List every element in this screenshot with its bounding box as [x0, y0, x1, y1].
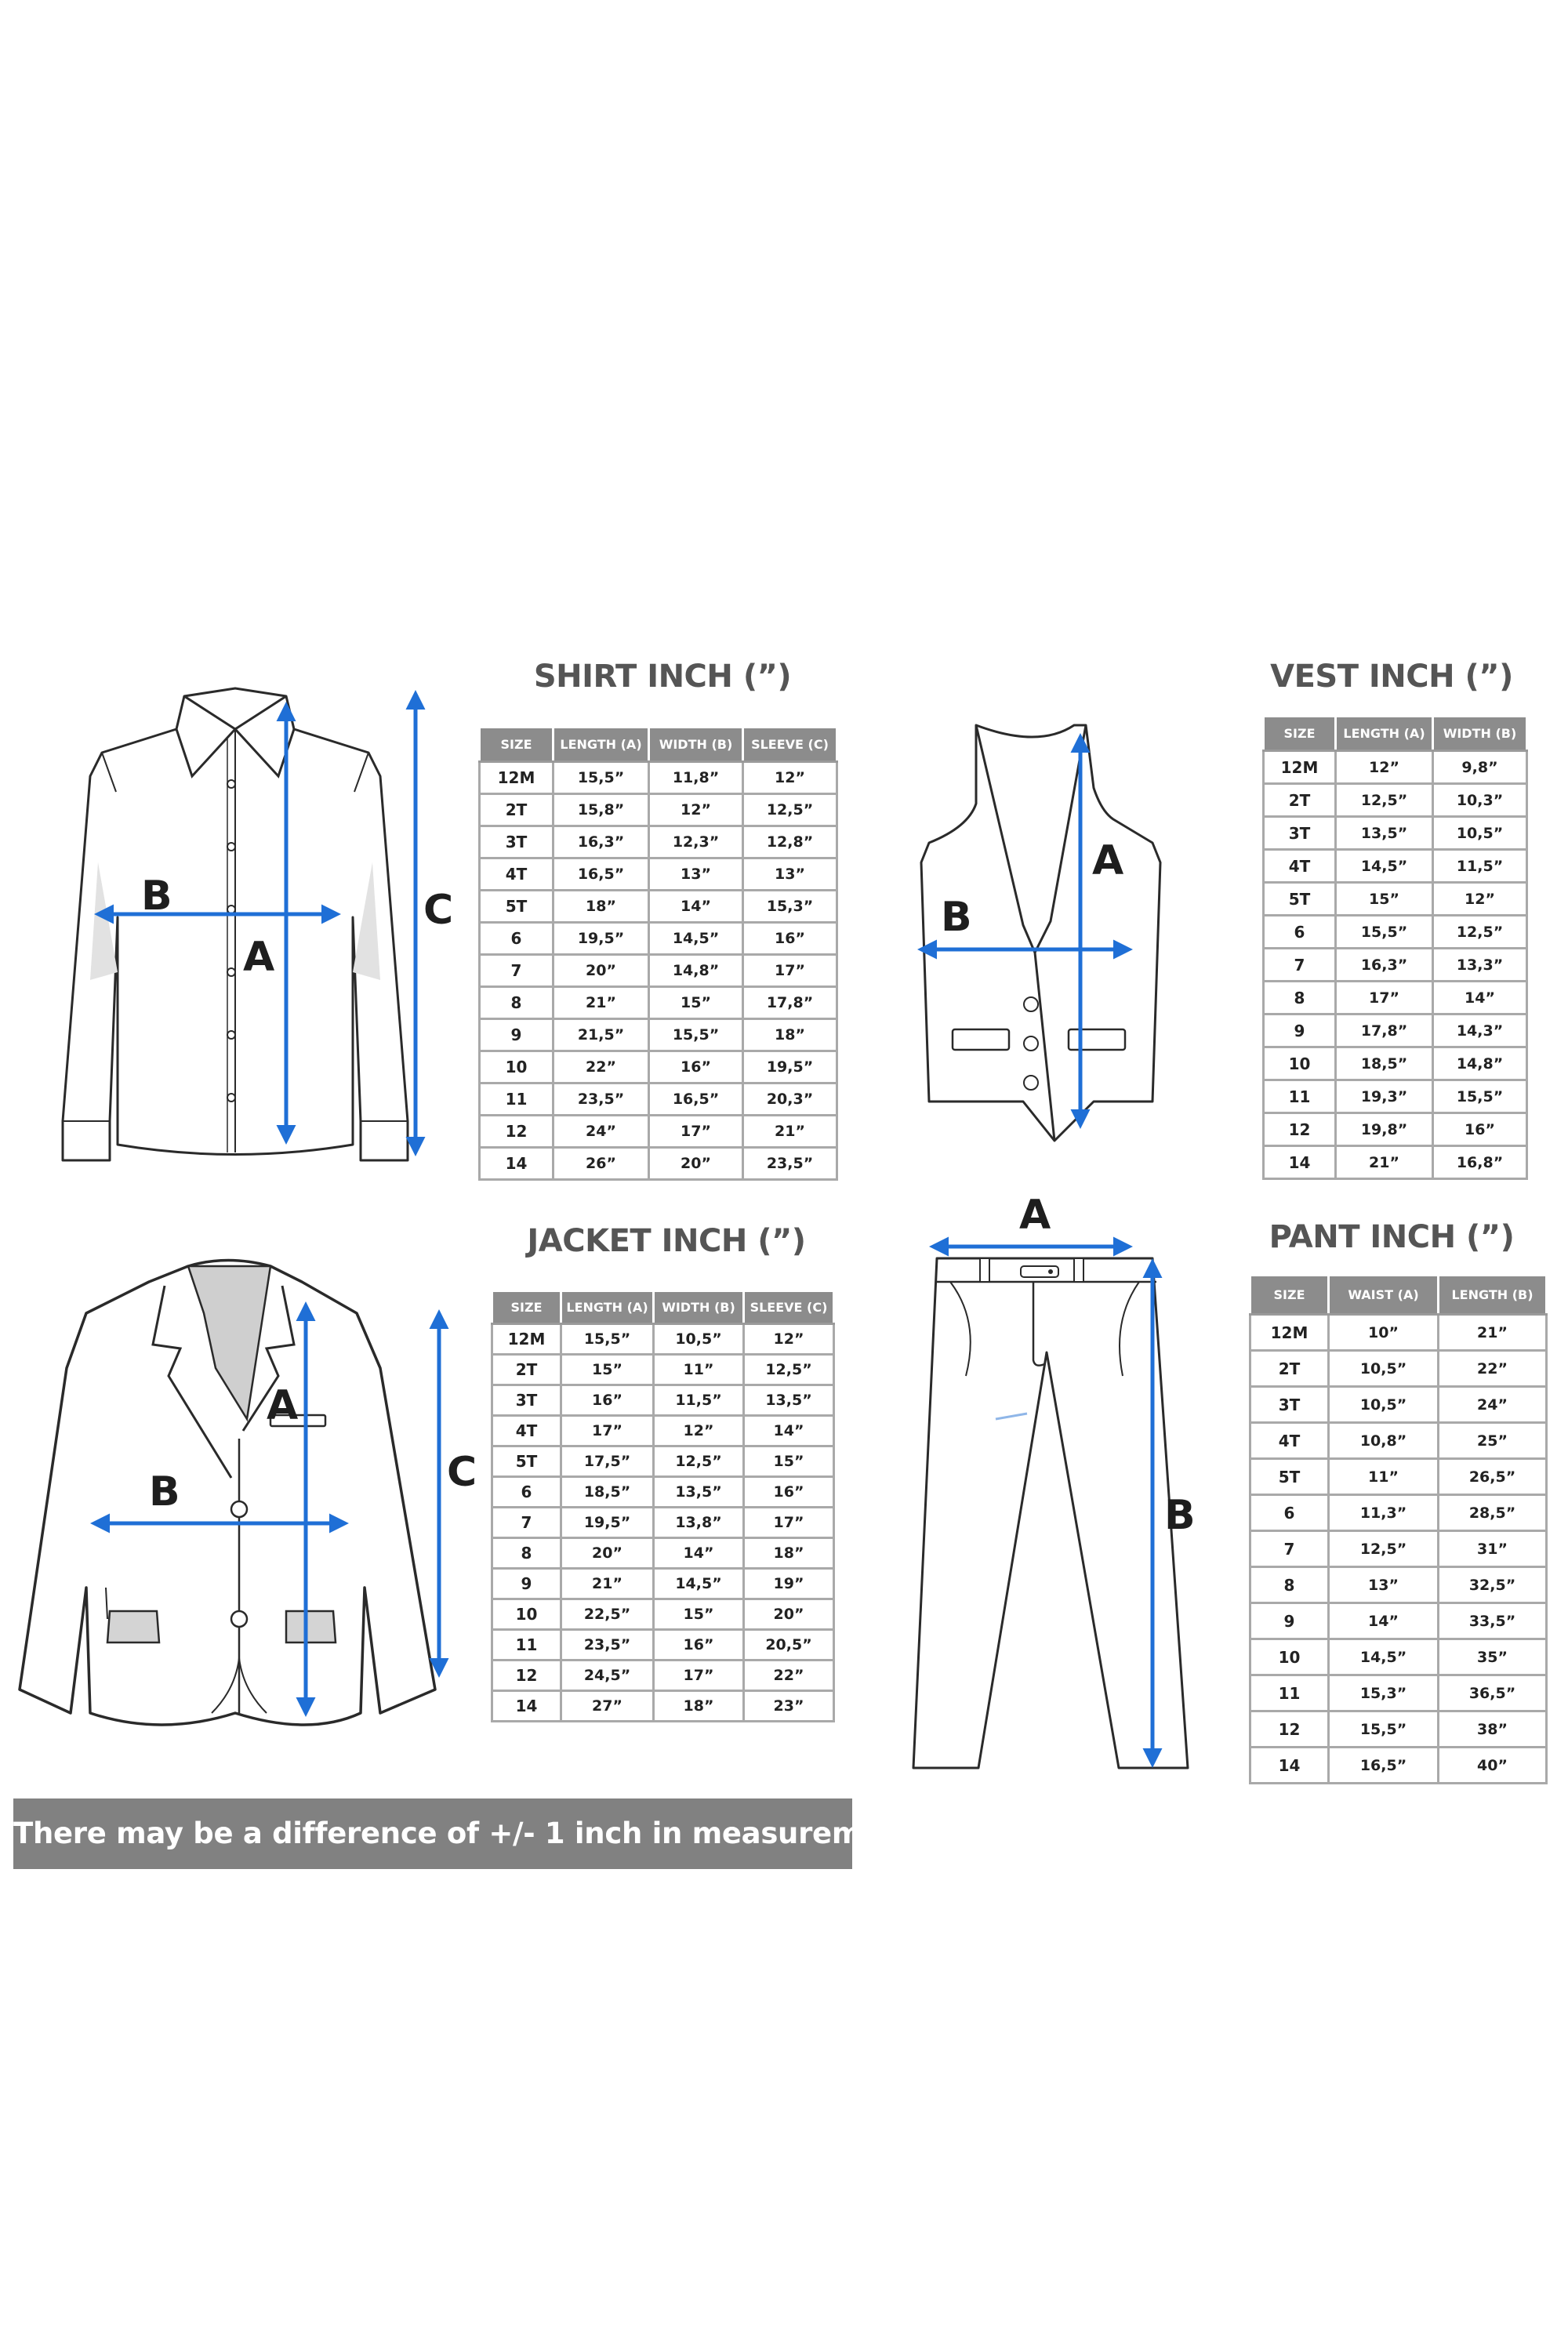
table-row — [1264, 1113, 1527, 1146]
measurement-cell: 35” — [1439, 1639, 1547, 1675]
measurement-cell: 27” — [561, 1691, 654, 1722]
table-row — [1250, 1748, 1547, 1784]
table-row — [480, 858, 837, 891]
size-cell: 9 — [480, 1019, 554, 1051]
measurement-cell: 10,5” — [654, 1324, 744, 1355]
measurement-cell: 10,5” — [1329, 1351, 1439, 1387]
table-row — [480, 1019, 837, 1051]
measurement-cell: 16” — [744, 1477, 834, 1508]
measurement-cell: 13,5” — [1336, 817, 1433, 850]
measurement-cell: 21” — [554, 987, 649, 1019]
measurement-cell: 15” — [649, 987, 743, 1019]
measurement-cell: 10” — [1329, 1315, 1439, 1351]
size-cell: 7 — [1264, 949, 1336, 982]
measurement-cell: 15” — [1336, 883, 1433, 916]
table-row — [1264, 817, 1527, 850]
table-row — [492, 1508, 834, 1538]
measurement-cell: 24,5” — [561, 1661, 654, 1691]
measurement-cell: 20” — [744, 1599, 834, 1630]
table-row — [1250, 1711, 1547, 1748]
measurement-cell: 18” — [743, 1019, 837, 1051]
size-cell: 3T — [1250, 1387, 1329, 1423]
measurement-cell: 26,5” — [1439, 1459, 1547, 1495]
size-cell: 3T — [1264, 817, 1336, 850]
measurement-cell: 20” — [561, 1538, 654, 1569]
measurement-cell: 18” — [744, 1538, 834, 1569]
size-cell: 8 — [1250, 1567, 1329, 1603]
measurement-cell: 21,5” — [554, 1019, 649, 1051]
table-row — [1264, 1014, 1527, 1047]
shirt-header-sleeve: SLEEVE (C) — [743, 728, 837, 762]
size-cell: 10 — [492, 1599, 561, 1630]
size-cell: 11 — [1264, 1080, 1336, 1113]
size-cell: 4T — [480, 858, 554, 891]
measurement-cell: 12” — [1433, 883, 1527, 916]
size-cell: 7 — [1250, 1531, 1329, 1567]
size-cell: 4T — [1250, 1423, 1329, 1459]
table-row — [1264, 883, 1527, 916]
table-row — [1250, 1351, 1547, 1387]
measurement-cell: 15” — [561, 1355, 654, 1385]
measurement-cell: 19,5” — [743, 1051, 837, 1083]
size-cell: 9 — [492, 1569, 561, 1599]
table-row — [480, 826, 837, 858]
table-row — [1264, 982, 1527, 1014]
measurement-cell: 25” — [1439, 1423, 1547, 1459]
size-cell: 6 — [480, 923, 554, 955]
jacket-illustration — [12, 1250, 498, 1744]
size-cell: 8 — [492, 1538, 561, 1569]
pant-illustration — [917, 1192, 1196, 1788]
measurement-cell: 13,8” — [654, 1508, 744, 1538]
size-cell: 12 — [1264, 1113, 1336, 1146]
measurement-cell: 23” — [744, 1691, 834, 1722]
measurement-cell: 16,5” — [1329, 1748, 1439, 1784]
table-row — [1250, 1567, 1547, 1603]
size-cell: 10 — [1264, 1047, 1336, 1080]
jacket-header-width: WIDTH (B) — [654, 1291, 744, 1324]
measurement-cell: 26” — [554, 1148, 649, 1180]
size-cell: 12 — [480, 1116, 554, 1148]
measurement-cell: 21” — [561, 1569, 654, 1599]
shirt-size-title: SHIRT INCH (”) — [533, 659, 792, 695]
measurement-cell: 19” — [744, 1569, 834, 1599]
size-cell: 14 — [1250, 1748, 1329, 1784]
measurement-cell: 11,8” — [649, 762, 743, 794]
table-row — [492, 1630, 834, 1661]
shirt-size-table — [478, 726, 838, 1181]
table-row — [1264, 916, 1527, 949]
measurement-cell: 19,8” — [1336, 1113, 1433, 1146]
size-cell: 3T — [480, 826, 554, 858]
size-cell: 14 — [1264, 1146, 1336, 1179]
measurement-cell: 17” — [561, 1416, 654, 1446]
size-cell: 11 — [480, 1083, 554, 1116]
jacket-label-b: B — [149, 1468, 180, 1515]
table-row — [492, 1416, 834, 1446]
measurement-cell: 14,5” — [649, 923, 743, 955]
size-cell: 11 — [492, 1630, 561, 1661]
table-row — [480, 891, 837, 923]
measurement-cell: 15,5” — [1329, 1711, 1439, 1748]
table-row — [492, 1446, 834, 1477]
measurement-cell: 11” — [1329, 1459, 1439, 1495]
measurement-cell: 32,5” — [1439, 1567, 1547, 1603]
measurement-cell: 9,8” — [1433, 751, 1527, 784]
measurement-cell: 16” — [649, 1051, 743, 1083]
measurement-cell: 14” — [649, 891, 743, 923]
size-cell: 6 — [1264, 916, 1336, 949]
measurement-cell: 12,8” — [743, 826, 837, 858]
pant-size-title: PANT INCH (”) — [1269, 1219, 1515, 1255]
measurement-cell: 14,5” — [1329, 1639, 1439, 1675]
vest-size-table — [1262, 715, 1528, 1180]
measurement-cell: 21” — [1439, 1315, 1547, 1351]
table-row — [492, 1324, 834, 1355]
measurement-cell: 14,3” — [1433, 1014, 1527, 1047]
measurement-cell: 15,5” — [649, 1019, 743, 1051]
table-row — [492, 1661, 834, 1691]
measurement-cell: 15,5” — [561, 1324, 654, 1355]
measurement-cell: 22,5” — [561, 1599, 654, 1630]
measurement-cell: 38” — [1439, 1711, 1547, 1748]
measurement-cell: 13,3” — [1433, 949, 1527, 982]
size-cell: 2T — [1264, 784, 1336, 817]
table-row — [480, 955, 837, 987]
measurement-cell: 17” — [649, 1116, 743, 1148]
table-row — [492, 1569, 834, 1599]
measurement-cell: 33,5” — [1439, 1603, 1547, 1639]
measurement-cell: 24” — [1439, 1387, 1547, 1423]
table-row — [492, 1538, 834, 1569]
measurement-cell: 13” — [1329, 1567, 1439, 1603]
measurement-cell: 14,5” — [1336, 850, 1433, 883]
measurement-cell: 12” — [1336, 751, 1433, 784]
table-row — [492, 1477, 834, 1508]
measurement-cell: 17” — [743, 955, 837, 987]
measurement-cell: 12,5” — [1336, 784, 1433, 817]
measurement-cell: 12,5” — [1329, 1531, 1439, 1567]
size-cell: 9 — [1250, 1603, 1329, 1639]
measurement-cell: 11,5” — [1433, 850, 1527, 883]
measurement-cell: 21” — [1336, 1146, 1433, 1179]
table-row — [1250, 1675, 1547, 1711]
measurement-cell: 13,5” — [744, 1385, 834, 1416]
table-row — [1250, 1315, 1547, 1351]
table-row — [480, 987, 837, 1019]
measurement-cell: 23,5” — [743, 1148, 837, 1180]
measurement-cell: 17,8” — [743, 987, 837, 1019]
measurement-cell: 20” — [649, 1148, 743, 1180]
shirt-header-size: SIZE — [480, 728, 554, 762]
measurement-cell: 36,5” — [1439, 1675, 1547, 1711]
vest-header-size: SIZE — [1264, 717, 1336, 751]
size-cell: 2T — [492, 1355, 561, 1385]
measurement-cell: 15,5” — [1433, 1080, 1527, 1113]
size-cell: 14 — [492, 1691, 561, 1722]
measurement-cell: 16” — [561, 1385, 654, 1416]
measurement-cell: 18” — [654, 1691, 744, 1722]
size-cell: 9 — [1264, 1014, 1336, 1047]
measurement-cell: 10,5” — [1433, 817, 1527, 850]
measurement-cell: 16,5” — [649, 1083, 743, 1116]
jacket-header-sleeve: SLEEVE (C) — [744, 1291, 834, 1324]
measurement-cell: 12,5” — [743, 794, 837, 826]
size-cell: 4T — [492, 1416, 561, 1446]
table-row — [1264, 751, 1527, 784]
shirt-label-a: A — [243, 934, 275, 981]
size-cell: 5T — [1264, 883, 1336, 916]
measurement-cell: 12,5” — [654, 1446, 744, 1477]
table-row — [1264, 1146, 1527, 1179]
size-cell: 2T — [480, 794, 554, 826]
size-cell: 5T — [480, 891, 554, 923]
measurement-cell: 20” — [554, 955, 649, 987]
table-row — [480, 1148, 837, 1180]
size-cell: 8 — [1264, 982, 1336, 1014]
jacket-header-length: LENGTH (A) — [561, 1291, 654, 1324]
measurement-cell: 19,3” — [1336, 1080, 1433, 1113]
measurement-cell: 16” — [1433, 1113, 1527, 1146]
size-cell: 12M — [1250, 1315, 1329, 1351]
measurement-cell: 18” — [554, 891, 649, 923]
measurement-cell: 17” — [654, 1661, 744, 1691]
measurement-cell: 19,5” — [561, 1508, 654, 1538]
measurement-cell: 14,8” — [649, 955, 743, 987]
jacket-label-c: C — [447, 1449, 477, 1496]
shirt-label-b: B — [141, 873, 172, 920]
table-row — [1250, 1495, 1547, 1531]
measurement-cell: 23,5” — [561, 1630, 654, 1661]
shirt-header-length: LENGTH (A) — [554, 728, 649, 762]
measurement-cell: 15,5” — [554, 762, 649, 794]
size-cell: 5T — [1250, 1459, 1329, 1495]
measurement-cell: 14,8” — [1433, 1047, 1527, 1080]
table-row — [492, 1355, 834, 1385]
measurement-cell: 23,5” — [554, 1083, 649, 1116]
measurement-cell: 15” — [744, 1446, 834, 1477]
jacket-size-table — [491, 1290, 835, 1722]
pant-header-size: SIZE — [1250, 1276, 1329, 1315]
measurement-cell: 16,5” — [554, 858, 649, 891]
table-row — [1264, 784, 1527, 817]
vest-size-title: VEST INCH (”) — [1270, 659, 1513, 695]
size-cell: 10 — [480, 1051, 554, 1083]
table-row — [492, 1599, 834, 1630]
size-cell: 10 — [1250, 1639, 1329, 1675]
measurement-cell: 12,5” — [744, 1355, 834, 1385]
size-cell: 12 — [492, 1661, 561, 1691]
measurement-cell: 12” — [743, 762, 837, 794]
measurement-cell: 24” — [554, 1116, 649, 1148]
measurement-cell: 19,5” — [554, 923, 649, 955]
measurement-cell: 12,5” — [1433, 916, 1527, 949]
measurement-cell: 17” — [1336, 982, 1433, 1014]
table-row — [1250, 1423, 1547, 1459]
measurement-cell: 16,3” — [1336, 949, 1433, 982]
shirt-label-c: C — [423, 887, 454, 934]
shirt-illustration — [24, 682, 454, 1168]
measurement-cell: 22” — [1439, 1351, 1547, 1387]
measurement-cell: 15,3” — [1329, 1675, 1439, 1711]
table-row — [1264, 850, 1527, 883]
table-row — [1264, 949, 1527, 982]
measurement-cell: 18,5” — [1336, 1047, 1433, 1080]
table-row — [480, 762, 837, 794]
size-cell: 11 — [1250, 1675, 1329, 1711]
size-cell: 7 — [480, 955, 554, 987]
measurement-cell: 13,5” — [654, 1477, 744, 1508]
vest-header-length: LENGTH (A) — [1336, 717, 1433, 751]
measurement-cell: 14” — [1433, 982, 1527, 1014]
table-row — [1250, 1639, 1547, 1675]
size-cell: 5T — [492, 1446, 561, 1477]
measurement-cell: 16” — [743, 923, 837, 955]
measurement-cell: 10,3” — [1433, 784, 1527, 817]
measurement-cell: 17,5” — [561, 1446, 654, 1477]
table-row — [480, 1116, 837, 1148]
table-row — [480, 923, 837, 955]
measurement-cell: 12” — [649, 794, 743, 826]
table-row — [1250, 1459, 1547, 1495]
size-cell: 7 — [492, 1508, 561, 1538]
table-row — [480, 794, 837, 826]
size-cell: 6 — [492, 1477, 561, 1508]
pant-label-a: A — [1019, 1192, 1051, 1239]
measurement-cell: 11,3” — [1329, 1495, 1439, 1531]
pant-label-b: B — [1164, 1492, 1196, 1539]
measurement-cell: 14” — [1329, 1603, 1439, 1639]
vest-label-a: A — [1092, 837, 1124, 884]
size-cell: 4T — [1264, 850, 1336, 883]
measurement-cell: 15,5” — [1336, 916, 1433, 949]
size-cell: 12M — [492, 1324, 561, 1355]
measurement-cell: 13” — [649, 858, 743, 891]
size-cell: 14 — [480, 1148, 554, 1180]
measurement-cell: 13” — [743, 858, 837, 891]
measurement-cell: 17,8” — [1336, 1014, 1433, 1047]
measurement-cell: 10,8” — [1329, 1423, 1439, 1459]
jacket-size-title: JACKET INCH (”) — [527, 1223, 806, 1259]
size-cell: 6 — [1250, 1495, 1329, 1531]
measurement-cell: 12” — [654, 1416, 744, 1446]
measurement-cell: 15,3” — [743, 891, 837, 923]
measurement-cell: 16,8” — [1433, 1146, 1527, 1179]
table-row — [1264, 1080, 1527, 1113]
measurement-cell: 16” — [654, 1630, 744, 1661]
pant-size-table — [1249, 1274, 1548, 1784]
measurement-cell: 14” — [654, 1538, 744, 1569]
size-cell: 12M — [480, 762, 554, 794]
measurement-cell: 22” — [554, 1051, 649, 1083]
measurement-cell: 12” — [744, 1324, 834, 1355]
measurement-cell: 15” — [654, 1599, 744, 1630]
measurement-cell: 16,3” — [554, 826, 649, 858]
measurement-cell: 17” — [744, 1508, 834, 1538]
size-cell: 2T — [1250, 1351, 1329, 1387]
measurement-cell: 18,5” — [561, 1477, 654, 1508]
measurement-cell: 10,5” — [1329, 1387, 1439, 1423]
jacket-header-size: SIZE — [492, 1291, 561, 1324]
pant-header-length: LENGTH (B) — [1439, 1276, 1547, 1315]
measurement-cell: 11” — [654, 1355, 744, 1385]
size-cell: 8 — [480, 987, 554, 1019]
table-row — [1264, 1047, 1527, 1080]
size-cell: 3T — [492, 1385, 561, 1416]
size-cell: 12M — [1264, 751, 1336, 784]
jacket-label-a: A — [267, 1382, 299, 1429]
table-row — [1250, 1387, 1547, 1423]
measurement-cell: 22” — [744, 1661, 834, 1691]
measurement-cell: 21” — [743, 1116, 837, 1148]
table-row — [1250, 1531, 1547, 1567]
table-row — [480, 1083, 837, 1116]
measurement-cell: 20,5” — [744, 1630, 834, 1661]
measurement-disclaimer: There may be a difference of +/- 1 inch in measurements — [13, 1798, 852, 1869]
size-cell: 12 — [1250, 1711, 1329, 1748]
shirt-header-width: WIDTH (B) — [649, 728, 743, 762]
measurement-cell: 28,5” — [1439, 1495, 1547, 1531]
vest-header-width: WIDTH (B) — [1433, 717, 1527, 751]
measurement-cell: 11,5” — [654, 1385, 744, 1416]
table-row — [480, 1051, 837, 1083]
table-row — [492, 1691, 834, 1722]
table-row — [1250, 1603, 1547, 1639]
vest-illustration — [898, 717, 1180, 1156]
vest-label-b: B — [941, 894, 972, 941]
table-row — [492, 1385, 834, 1416]
pant-header-waist: WAIST (A) — [1329, 1276, 1439, 1315]
measurement-cell: 14” — [744, 1416, 834, 1446]
measurement-cell: 40” — [1439, 1748, 1547, 1784]
measurement-cell: 14,5” — [654, 1569, 744, 1599]
measurement-cell: 20,3” — [743, 1083, 837, 1116]
measurement-cell: 12,3” — [649, 826, 743, 858]
measurement-cell: 15,8” — [554, 794, 649, 826]
measurement-cell: 31” — [1439, 1531, 1547, 1567]
